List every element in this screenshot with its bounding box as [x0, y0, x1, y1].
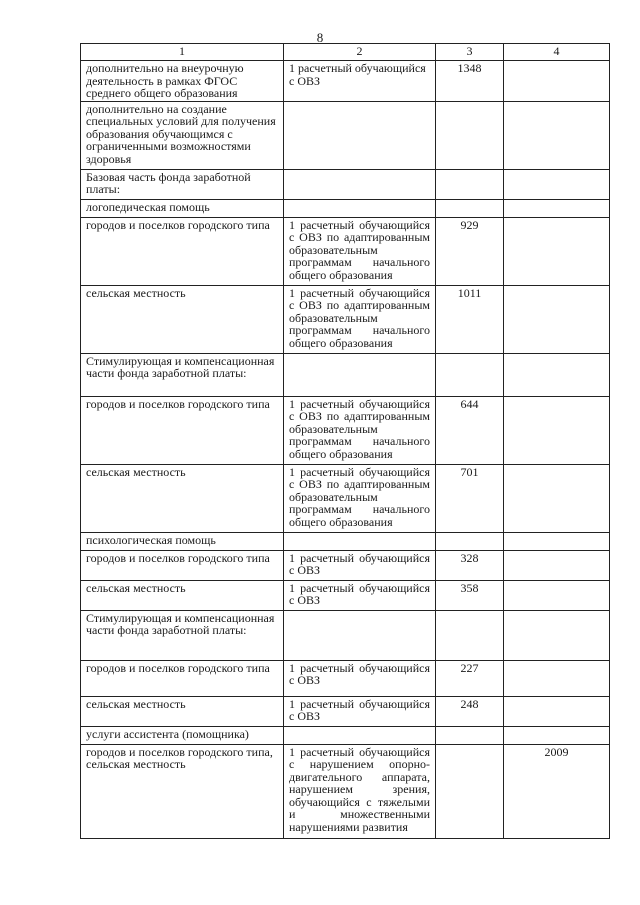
- value-cell-2: [504, 169, 610, 199]
- row-label: Стимулирующая и компенсационная части фонда заработной платы:: [81, 353, 284, 396]
- row-label: услуги ассистента (помощника): [81, 726, 284, 744]
- header-cell-4: 4: [504, 44, 610, 61]
- table-row: [81, 169, 610, 199]
- value-cell-2: [504, 396, 610, 464]
- header-cell-1: 1: [81, 44, 284, 61]
- row-label: логопедическая помощь: [81, 199, 284, 217]
- value-cell: 227: [436, 660, 504, 696]
- value-cell-2: [504, 610, 610, 660]
- value-cell-2: [504, 217, 610, 285]
- value-cell-2: [504, 696, 610, 726]
- unit-cell: [284, 101, 436, 169]
- row-label: сельская местность: [81, 464, 284, 532]
- header-row: [81, 44, 610, 61]
- value-cell: 328: [436, 550, 504, 580]
- table-row: [81, 353, 610, 396]
- unit-cell: 1 расчетный обучающийся с ОВЗ по адаптированным образовательным программам начального общего образования: [284, 396, 436, 464]
- table-row: [81, 217, 610, 285]
- row-label: дополнительно на внеурочную деятельность в рамках ФГОС среднего общего образования: [81, 61, 284, 102]
- unit-cell: 1 расчетный обучающийся с ОВЗ по адаптированным образовательным программам начального общего образования: [284, 217, 436, 285]
- value-cell: 358: [436, 580, 504, 610]
- row-label: городов и поселков городского типа, сельская местность: [81, 744, 284, 838]
- unit-cell: 1 расчетный обучающийся с ОВЗ по адаптированным образовательным программам начального общего образования: [284, 285, 436, 353]
- value-cell-2: [504, 532, 610, 550]
- value-cell-2: [504, 101, 610, 169]
- value-cell-2: [504, 285, 610, 353]
- row-label: городов и поселков городского типа: [81, 217, 284, 285]
- value-cell: [436, 169, 504, 199]
- value-cell-2: [504, 726, 610, 744]
- table-row: [81, 696, 610, 726]
- table-row: [81, 101, 610, 169]
- value-cell: [436, 353, 504, 396]
- value-cell-2: [504, 61, 610, 102]
- row-label: психологическая помощь: [81, 532, 284, 550]
- unit-cell: [284, 169, 436, 199]
- table-row: [81, 532, 610, 550]
- row-label: Стимулирующая и компенсационная части фонда заработной платы:: [81, 610, 284, 660]
- value-cell-2: [504, 580, 610, 610]
- row-label: городов и поселков городского типа: [81, 396, 284, 464]
- table-row: [81, 744, 610, 838]
- unit-cell: 1 расчетный обучающийся с ОВЗ: [284, 580, 436, 610]
- unit-cell: [284, 353, 436, 396]
- row-label: сельская местность: [81, 285, 284, 353]
- value-cell-2: [504, 464, 610, 532]
- row-label: городов и поселков городского типа: [81, 660, 284, 696]
- unit-cell: [284, 199, 436, 217]
- unit-cell: [284, 726, 436, 744]
- table-row: [81, 550, 610, 580]
- row-label: сельская местность: [81, 580, 284, 610]
- table-row: [81, 610, 610, 660]
- row-label: городов и поселков городского типа: [81, 550, 284, 580]
- header-cell-3: 3: [436, 44, 504, 61]
- unit-cell: 1 расчетный обучающийся с ОВЗ: [284, 61, 436, 102]
- table-row: [81, 464, 610, 532]
- value-cell: 644: [436, 396, 504, 464]
- unit-cell: [284, 532, 436, 550]
- value-cell: 929: [436, 217, 504, 285]
- unit-cell: [284, 610, 436, 660]
- unit-cell: 1 расчетный обучающийся с ОВЗ: [284, 550, 436, 580]
- value-cell-2: [504, 660, 610, 696]
- value-cell-2: [504, 550, 610, 580]
- table-row: [81, 660, 610, 696]
- value-cell: [436, 532, 504, 550]
- value-cell: 1011: [436, 285, 504, 353]
- table-row: [81, 199, 610, 217]
- unit-cell: 1 расчетный обучающийся с ОВЗ: [284, 696, 436, 726]
- header-cell-2: 2: [284, 44, 436, 61]
- row-label: Базовая часть фонда заработной платы:: [81, 169, 284, 199]
- table-row: [81, 396, 610, 464]
- value-cell: 701: [436, 464, 504, 532]
- unit-cell: 1 расчетный обучающийся с ОВЗ по адаптированным образовательным программам начального общего образования: [284, 464, 436, 532]
- value-cell: [436, 610, 504, 660]
- value-cell: 248: [436, 696, 504, 726]
- standards-table: [80, 43, 610, 839]
- row-label: дополнительно на создание специальных условий для получения образования обучающимся с ограниченными возможностями здоровья: [81, 101, 284, 169]
- table-row: [81, 61, 610, 102]
- value-cell-2: 2009: [504, 744, 610, 838]
- value-cell: [436, 101, 504, 169]
- unit-cell: 1 расчетный обучающийся с нарушением опорно-двигательного аппарата, нарушением зрения, обучающийся с тяжелыми и множественными нарушениями развития: [284, 744, 436, 838]
- value-cell-2: [504, 199, 610, 217]
- value-cell: [436, 199, 504, 217]
- table-row: [81, 285, 610, 353]
- row-label: сельская местность: [81, 696, 284, 726]
- value-cell: [436, 744, 504, 838]
- table-row: [81, 580, 610, 610]
- unit-cell: 1 расчетный обучающийся с ОВЗ: [284, 660, 436, 696]
- page-number: 8: [316, 30, 324, 45]
- value-cell: [436, 726, 504, 744]
- value-cell-2: [504, 353, 610, 396]
- value-cell: 1348: [436, 61, 504, 102]
- table-row: [81, 726, 610, 744]
